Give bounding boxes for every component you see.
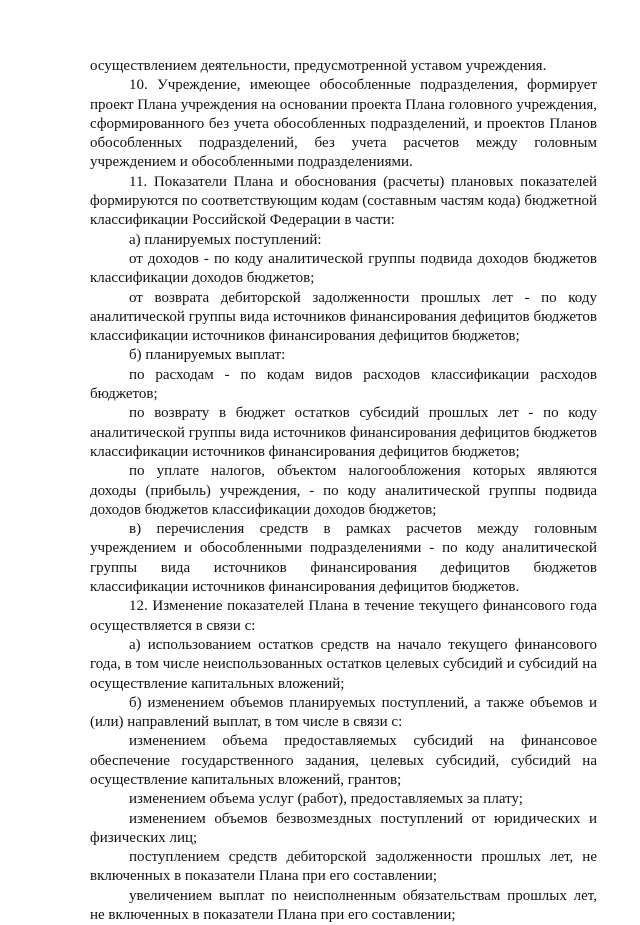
- paragraph: изменением объемов безвозмездных поступлений от юридических и физических лиц;: [90, 810, 597, 846]
- paragraph: поступлением средств дебиторской задолженности прошлых лет, не включенных в показатели Плана при его составлении;: [90, 849, 597, 885]
- paragraph: б) изменением объемов планируемых поступлений, а также объемов и (или) направлений выплат, в том числе в связи с:: [90, 694, 597, 731]
- paragraph: по уплате налогов, объектом налогообложения которых являются доходы (прибыль) учреждения, - по коду аналитической группы подвида доходов бюджетов классификации доходов бюджетов;: [90, 463, 597, 518]
- paragraph: а) использованием остатков средств на начало текущего финансового года, в том числе неиспользованных остатков целевых субсидий и субсидий на осуществление капитальных вложений;: [90, 636, 597, 692]
- paragraph: по возврату в бюджет остатков субсидий прошлых лет - по коду аналитической группы вида источников финансирования дефицитов бюджетов классификации источников финансирования дефицитов бюджетов;: [90, 405, 597, 460]
- paragraph: по расходам - по кодам видов расходов классификации расходов бюджетов;: [90, 366, 597, 403]
- paragraph: 11. Показатели Плана и обоснования (расчеты) плановых показателей формируются по соответствующим кодам (составным частям кода) бюджетной классификации Российской Федерации в части:: [90, 173, 597, 229]
- paragraph: 12. Изменение показателей Плана в течение текущего финансового года осуществляется в связи с:: [90, 598, 597, 634]
- paragraph: увеличением выплат по неисполненным обязательствам прошлых лет, не включенных в показатели Плана при его составлении;: [90, 887, 597, 924]
- paragraph: изменением объема предоставляемых субсидий на финансовое обеспечение государственного задания, целевых субсидий, субсидий на осуществление капитальных вложений, грантов;: [90, 733, 597, 788]
- paragraph: от возврата дебиторской задолженности прошлых лет - по коду аналитической группы вида источников финансирования дефицитов бюджетов классификации источников финансирования дефицитов бюджетов;: [90, 289, 597, 345]
- paragraph: б) планируемых выплат:: [129, 347, 286, 364]
- paragraph: 10. Учреждение, имеющее обособленные подразделения, формирует проект Плана учреждения на основании проекта Плана головного учреждения, сформированного без учета обособленных подразделений, и проектов Планов обособленных подразделений, без учета расчетов между головным учреждением и обособленными подразделениями.: [90, 77, 597, 171]
- paragraph: а) планируемых поступлений:: [129, 231, 322, 248]
- paragraph: в) перечисления средств в рамках расчетов между головным учреждением и обособленными подразделениями - по коду аналитической группы вида источников финансирования дефицитов бюджетов классификации источников финансирования дефицитов бюджетов.: [90, 521, 597, 596]
- paragraph: от доходов - по коду аналитической группы подвида доходов бюджетов классификации доходов бюджетов;: [90, 250, 597, 287]
- paragraph: осуществлением деятельности, предусмотренной уставом учреждения.: [90, 58, 547, 74]
- paragraph: изменением объема услуг (работ), предоставляемых за плату;: [129, 791, 523, 808]
- document-page: [90, 57, 597, 925]
